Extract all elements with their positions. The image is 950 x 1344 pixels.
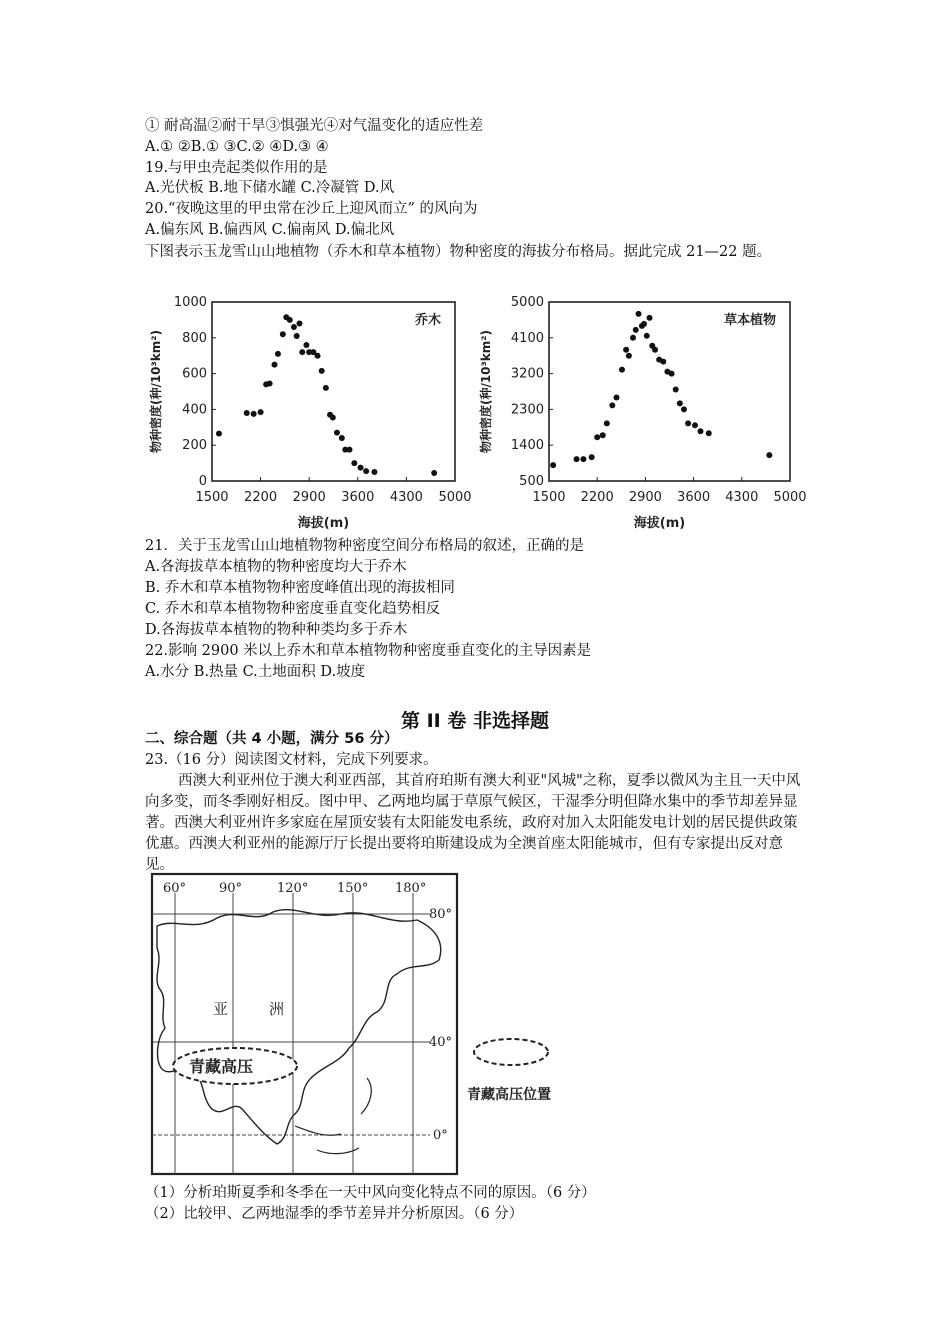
x-tick-label: 5000 (438, 490, 472, 505)
x-tick-label: 2900 (292, 490, 326, 505)
chart-title: 草本植物 (723, 313, 776, 328)
legend-ellipse-icon (474, 1039, 548, 1065)
data-point (594, 434, 600, 440)
y-tick-label: 400 (182, 402, 207, 418)
x-axis-label: 海拔(m) (297, 516, 350, 531)
data-point (685, 420, 691, 426)
q20-stem: 20.“夜晚这里的甲虫常在沙丘上迎风而立” 的风向为 (145, 201, 478, 217)
data-point (660, 359, 666, 365)
data-point (641, 321, 647, 327)
data-point (319, 368, 325, 374)
data-point (681, 406, 687, 412)
data-point (216, 431, 222, 437)
intro-21-22: 下图表示玉龙雪山山地植物（乔木和草本植物）物种密度的海拔分布格局。据此完成 21—22 题。 (145, 244, 772, 260)
q21-stem: 21．关于玉龙雪山山地植物物种密度空间分布格局的叙述，正确的是 (145, 538, 584, 554)
q23-sub2: （2）比较甲、乙两地湿季的季节差异并分析原因。（6 分） (145, 1206, 524, 1222)
data-point (275, 351, 281, 357)
chart-herb (478, 295, 807, 531)
y-tick-label: 500 (519, 474, 544, 489)
islands (295, 1078, 371, 1154)
data-point (267, 380, 273, 386)
data-point (363, 468, 369, 474)
data-point (630, 335, 636, 341)
coastline (157, 910, 441, 1144)
y-tick-label: 5000 (510, 295, 544, 310)
q18-choices: A.① ②B.① ③C.② ④D.③ ④ (145, 139, 329, 155)
qingzang-high-label: 青藏高压 (189, 1057, 254, 1076)
x-tick-label: 1500 (532, 490, 566, 505)
data-point (431, 470, 437, 476)
data-point (330, 414, 336, 420)
x-tick-label: 3600 (677, 490, 711, 505)
data-point (619, 367, 625, 373)
y-tick-label: 200 (182, 438, 207, 454)
continent-label-zhou: 洲 (269, 1000, 285, 1018)
data-point (613, 394, 619, 400)
x-axis-label: 海拔(m) (633, 516, 686, 531)
data-point (652, 347, 658, 353)
asia-map (145, 868, 605, 1178)
data-point (303, 342, 309, 348)
data-point (334, 430, 340, 436)
data-point (669, 371, 675, 377)
legend-label: 青藏高压位置 (467, 1087, 551, 1103)
section-subtitle: 二、综合题（共 4 小题，满分 56 分） (145, 731, 399, 747)
q21-option-d: D.各海拔草本植物的物种种类均多于乔木 (145, 622, 408, 638)
y-tick-label: 2300 (510, 402, 544, 418)
data-point (358, 465, 364, 471)
data-point (339, 435, 345, 441)
data-point (580, 456, 586, 462)
lon-label-60: 60° (163, 881, 187, 896)
data-point (291, 324, 297, 330)
continent-label-ya: 亚 (213, 1000, 229, 1018)
parallels (152, 914, 430, 1135)
data-point (636, 311, 642, 317)
q22-stem: 22.影响 2900 米以上乔木和草本植物物种密度垂直变化的主导因素是 (145, 643, 592, 659)
q23-paragraph: 西澳大利亚州位于澳大利亚西部，其首府珀斯有澳大利亚"风城"之称，夏季以微风为主且一天中风向多变，而冬季刚好相反。图中甲、乙两地均属于草原气候区，干湿季分明但降水集中的季节却差异显著。西澳大利亚州许多家庭在屋顶安装有太阳能发电系统，政府对加入太阳能发电计划的居民提供政策优惠。西澳大利亚州的能源厅厅长提出要将珀斯建设成为全澳首座太阳能城市，但有专家提出反对意见。 (145, 773, 801, 873)
y-tick-label: 1000 (173, 295, 207, 310)
data-point (244, 410, 250, 416)
plot-frame (212, 302, 455, 481)
data-point (287, 317, 293, 323)
lat-label-80: 80° (429, 907, 453, 922)
data-point (600, 432, 606, 438)
y-tick-label: 800 (182, 330, 207, 346)
x-tick-label: 1500 (195, 490, 229, 505)
data-point (766, 452, 772, 458)
data-point (346, 447, 352, 453)
data-point (673, 387, 679, 393)
lat-label-40: 40° (429, 1035, 453, 1050)
data-point (550, 462, 556, 468)
data-point (296, 320, 302, 326)
lon-label-90: 90° (219, 881, 243, 896)
x-tick-label: 2200 (580, 490, 614, 505)
data-point (371, 469, 377, 475)
q21-option-c: C. 乔木和草本植物物种密度垂直变化趋势相反 (145, 601, 441, 617)
x-tick-label: 4300 (389, 490, 423, 505)
q18-options: ① 耐高温②耐干旱③惧强光④对气温变化的适应性差 (145, 118, 484, 134)
data-point (280, 331, 286, 337)
y-tick-label: 1400 (510, 438, 544, 454)
lat-label-0: 0° (433, 1128, 448, 1143)
data-point (644, 333, 650, 339)
q21-option-b: B. 乔木和草本植物物种密度峰值出现的海拔相同 (145, 580, 455, 596)
x-tick-label: 4300 (725, 490, 759, 505)
data-point (299, 349, 305, 355)
q22-choices: A.水分 B.热量 C.土地面积 D.坡度 (145, 664, 366, 680)
data-point (677, 400, 683, 406)
data-point (323, 385, 329, 391)
data-point (626, 353, 632, 359)
data-point (609, 402, 615, 408)
data-point (623, 347, 629, 353)
x-tick-label: 2200 (244, 490, 278, 505)
data-point (706, 430, 712, 436)
data-point (315, 353, 321, 359)
y-axis-label: 物种密度(种/10³km²) (479, 329, 493, 454)
q20-choices: A.偏东风 B.偏西风 C.偏南风 D.偏北风 (145, 222, 395, 238)
y-tick-label: 3200 (510, 366, 544, 382)
data-point (697, 428, 703, 434)
x-tick-label: 5000 (773, 490, 807, 505)
q23-sub1: （1）分析珀斯夏季和冬季在一天中风向变化特点不同的原因。（6 分） (145, 1185, 596, 1201)
lon-label-120: 120° (277, 881, 309, 896)
data-point (589, 454, 595, 460)
plot-frame (549, 302, 790, 481)
data-point (647, 315, 653, 321)
data-point (271, 362, 277, 368)
data-point (574, 456, 580, 462)
q21-option-a: A.各海拔草本植物的物种密度均大于乔木 (145, 559, 407, 575)
chart-tree (148, 295, 472, 531)
y-tick-label: 4100 (510, 330, 544, 346)
q23-stem: 23.（16 分）阅读图文材料，完成下列要求。 (145, 752, 438, 768)
meridians (175, 893, 413, 1174)
lon-label-150: 150° (337, 881, 369, 896)
data-point (258, 409, 264, 415)
q19-stem: 19.与甲虫壳起类似作用的是 (145, 160, 328, 176)
lon-label-180: 180° (395, 881, 427, 896)
data-point (251, 411, 257, 417)
scatter-charts (0, 288, 950, 548)
y-tick-label: 600 (182, 366, 207, 382)
data-point (692, 422, 698, 428)
data-point (294, 333, 300, 339)
x-tick-label: 2900 (628, 490, 662, 505)
y-tick-label: 0 (198, 474, 207, 489)
chart-title: 乔木 (414, 313, 441, 328)
section-title: 第 II 卷 非选择题 (401, 710, 549, 732)
data-point (351, 460, 357, 466)
data-point (604, 420, 610, 426)
q19-choices: A.光伏板 B.地下储水罐 C.冷凝管 D.风 (145, 180, 395, 196)
x-tick-label: 3600 (341, 490, 375, 505)
data-point (633, 327, 639, 333)
y-axis-label: 物种密度(种/10³km²) (149, 329, 163, 454)
